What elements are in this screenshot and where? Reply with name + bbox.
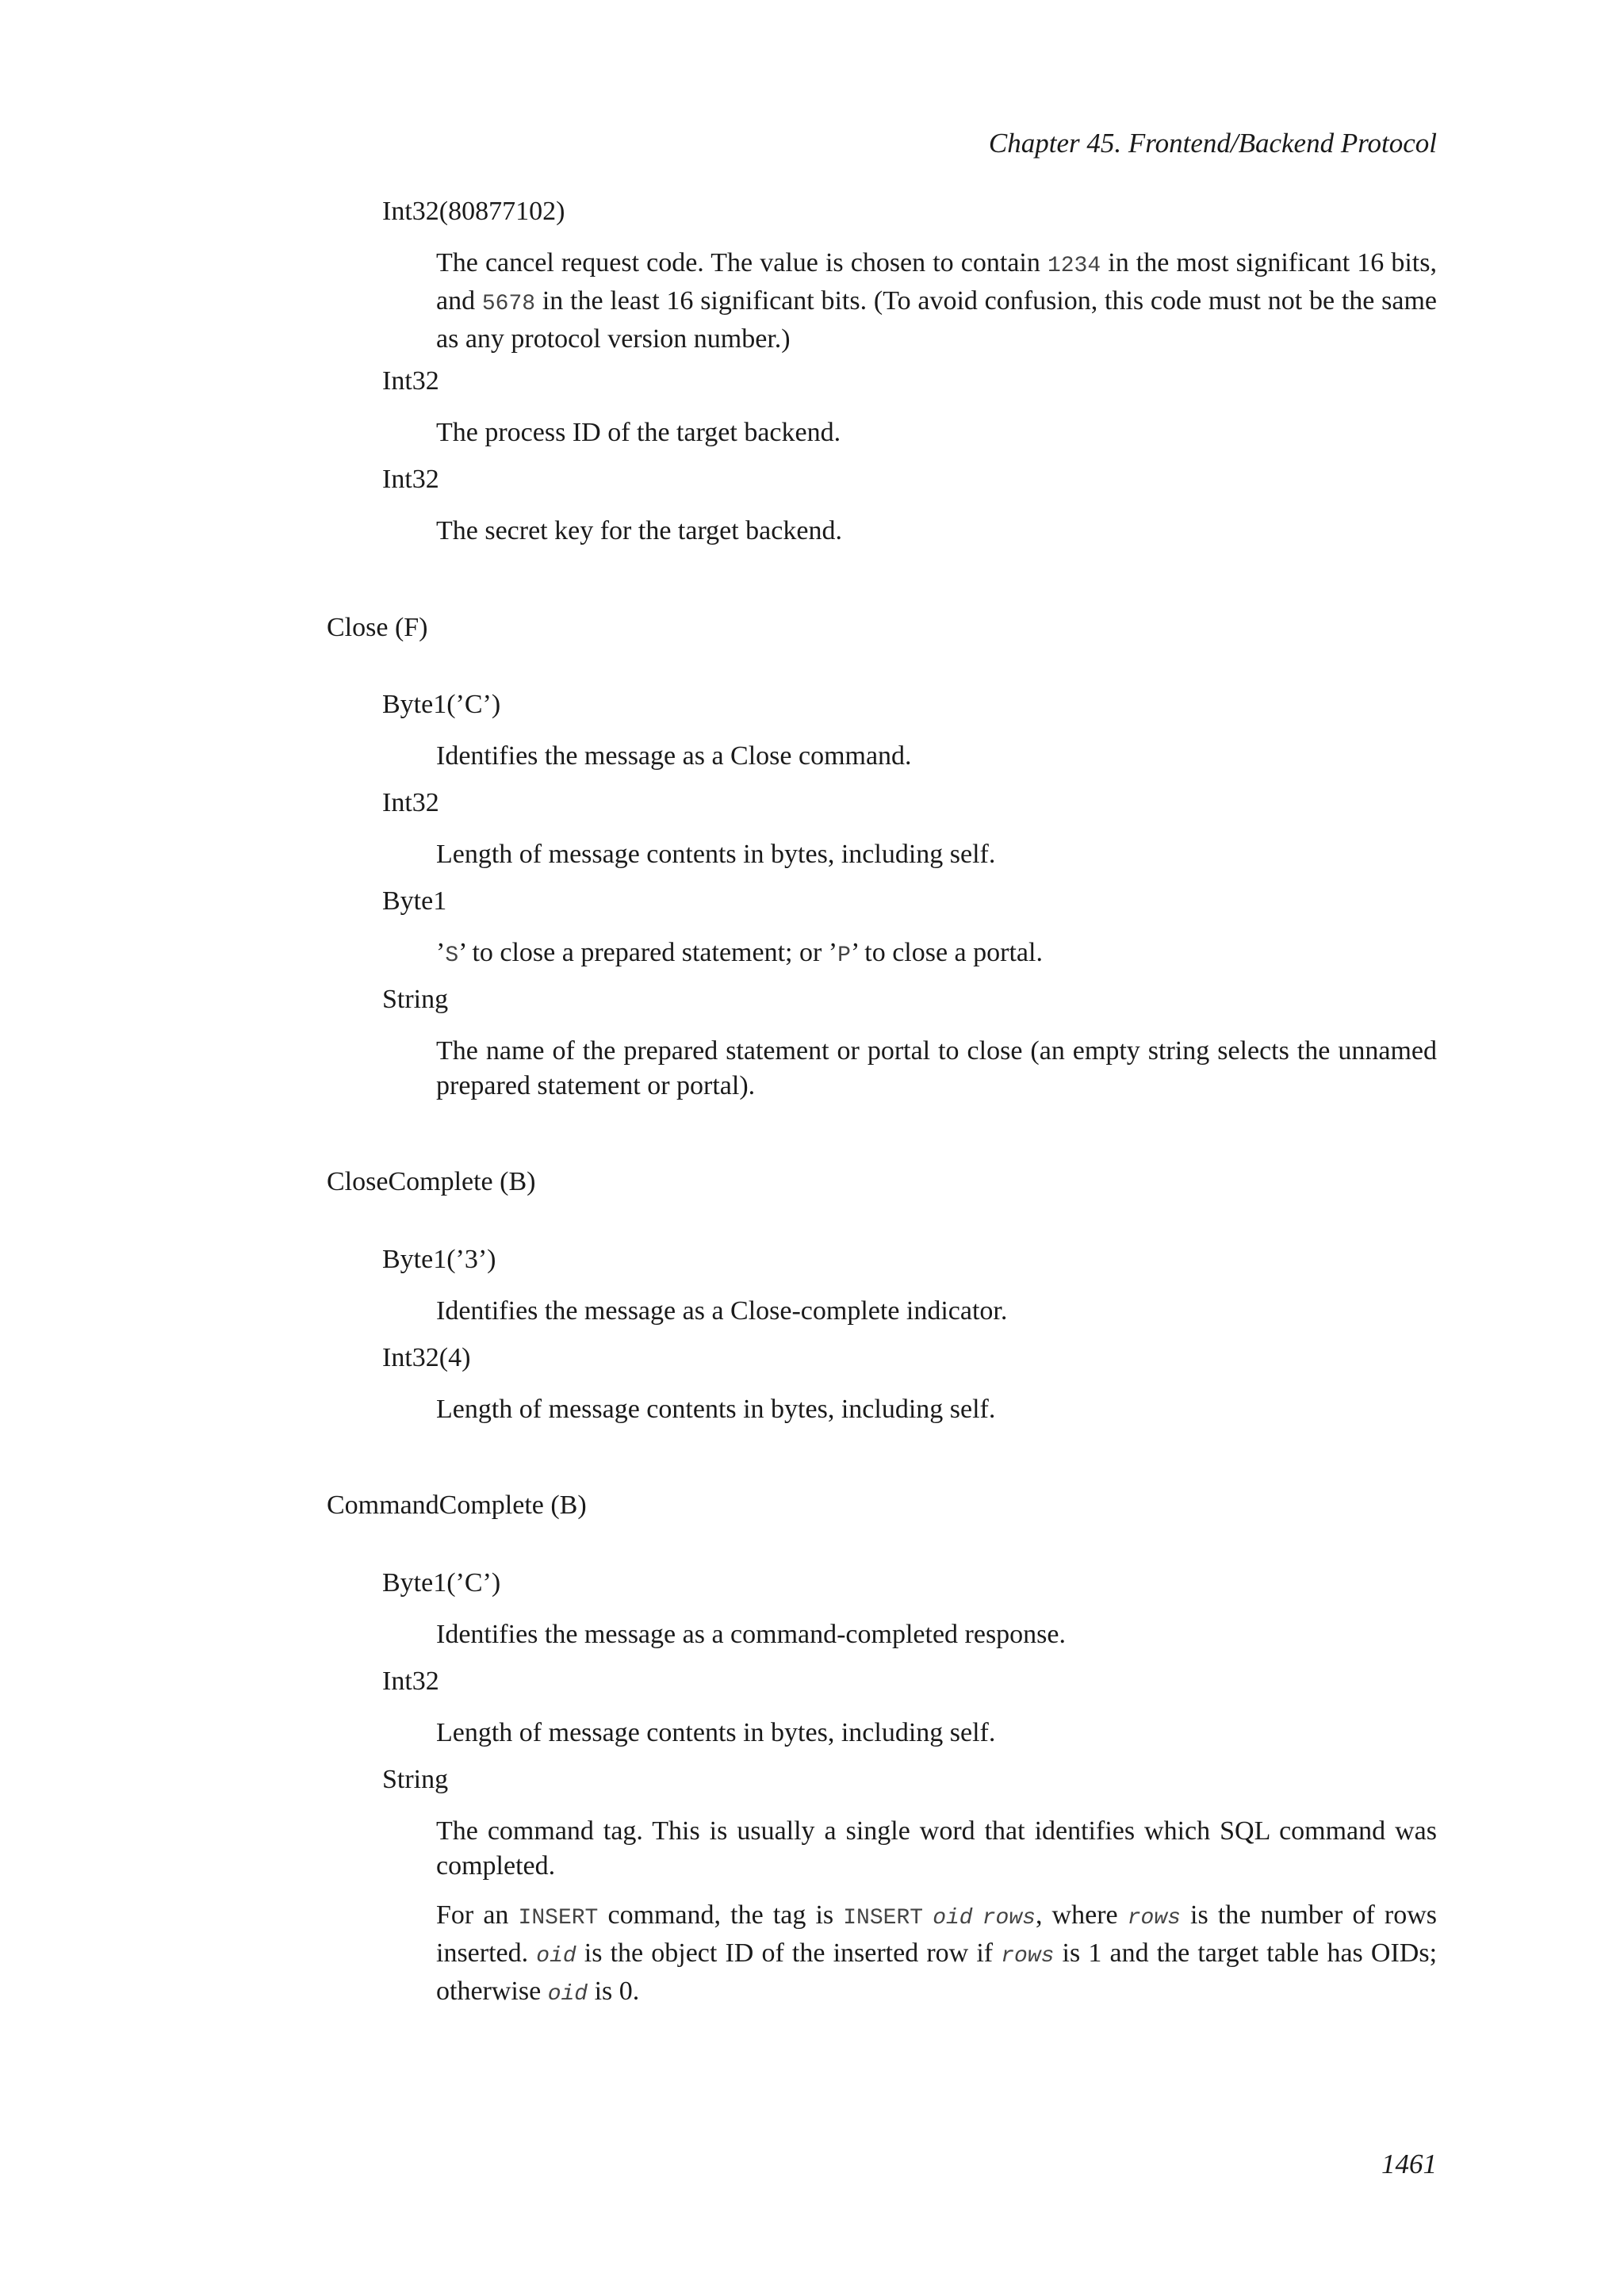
field-desc-commandcomplete-byte1: Identifies the message as a command-completed response. — [436, 1620, 1067, 1649]
field-name-cancel-code: Int32(80877102) — [382, 197, 565, 226]
field-name-commandcomplete-string: String — [382, 1765, 449, 1794]
code-oid: oid — [933, 1906, 973, 1931]
field-desc-closecomplete-byte1: Identifies the message as a Close-complete indicator. — [436, 1296, 1008, 1326]
code-oid-ref: oid — [536, 1944, 576, 1969]
code-rows: rows — [982, 1906, 1036, 1931]
message-title-close-complete: CloseComplete (B) — [327, 1167, 536, 1196]
message-title-close: Close (F) — [327, 613, 428, 642]
field-desc-close-string: The name of the prepared statement or portal to close (an empty string selects the unnamed prepared statement or portal). — [436, 1036, 1437, 1100]
field-name-close-byte1: Byte1(’C’) — [382, 690, 501, 719]
field-desc-closecomplete-int32: Length of message contents in bytes, including self. — [436, 1395, 996, 1424]
code-1234: 1234 — [1047, 254, 1101, 278]
field-name-close-string: String — [382, 985, 449, 1014]
code-insert: INSERT — [518, 1906, 599, 1931]
field-desc-commandcomplete-int32: Length of message contents in bytes, including self. — [436, 1718, 996, 1747]
field-name-closecomplete-int32: Int32(4) — [382, 1343, 471, 1372]
field-name-close-int32: Int32 — [382, 788, 439, 817]
code-insert-tag: INSERT — [843, 1906, 924, 1931]
field-desc-close-type: ’S’ to close a prepared statement; or ’P’ to close a portal. — [436, 938, 1043, 968]
field-name-commandcomplete-byte1: Byte1(’C’) — [382, 1568, 501, 1598]
code-s: S — [445, 943, 459, 968]
field-desc-close-byte1: Identifies the message as a Close command. — [436, 741, 912, 771]
field-desc-close-int32: Length of message contents in bytes, including self. — [436, 840, 996, 869]
field-name-secret-key: Int32 — [382, 465, 439, 494]
field-name-commandcomplete-int32: Int32 — [382, 1667, 439, 1696]
field-name-closecomplete-byte1: Byte1(’3’) — [382, 1245, 496, 1274]
field-desc-cancel-code: The cancel request code. The value is chosen to contain 1234 in the most significant 16 bits, and 5678 in the least 16 significant bits. (To avoid confusion, this code must not be the same as any protocol version number.) — [436, 248, 1437, 354]
code-rows-ref: rows — [1127, 1906, 1181, 1931]
code-rows-ref2: rows — [1001, 1944, 1055, 1969]
field-name-process-id: Int32 — [382, 366, 439, 396]
code-p: P — [837, 943, 851, 968]
chapter-header: Chapter 45. Frontend/Backend Protocol — [988, 128, 1437, 159]
field-desc-process-id: The process ID of the target backend. — [436, 418, 841, 447]
code-oid-ref2: oid — [547, 1982, 588, 2007]
field-desc-commandcomplete-insert: For an INSERT command, the tag is INSERT oid rows, where rows is the number of rows inserted. oid is the object ID of the inserted row if rows is 1 and the target table has OIDs; otherwise oid is 0. — [436, 1900, 1438, 2007]
field-name-close-type: Byte1 — [382, 886, 447, 916]
page-number: 1461 — [1381, 2149, 1437, 2179]
message-title-command-complete: CommandComplete (B) — [327, 1490, 587, 1520]
field-desc-commandcomplete-string: The command tag. This is usually a single word that identifies which SQL command was completed. — [436, 1816, 1437, 1881]
code-5678: 5678 — [481, 292, 536, 316]
field-desc-secret-key: The secret key for the target backend. — [436, 516, 842, 545]
